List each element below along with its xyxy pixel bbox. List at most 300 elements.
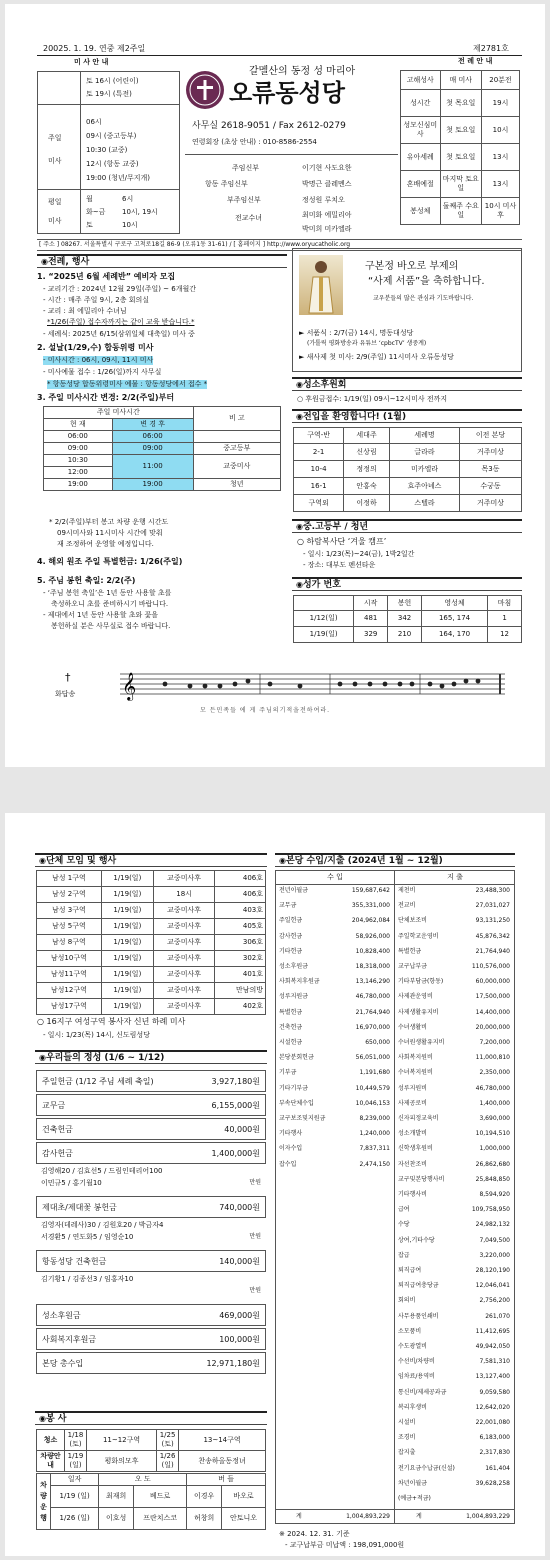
- expense-value: 26,862,680: [475, 1160, 510, 1168]
- sun-mass-5: 19:00 (청년/무지개): [86, 174, 151, 182]
- rite-cell: 봉성체: [401, 198, 441, 225]
- group-cell: 1/19(일): [101, 999, 153, 1015]
- rite-cell: 첫 목요일: [440, 90, 481, 117]
- offering-label: 항동성당 건축헌금: [42, 1257, 107, 1266]
- ordination-ask: 교우분들의 많은 관심과 기도바랍니다.: [373, 295, 474, 302]
- hymn-cell: 329: [354, 627, 388, 643]
- donor-unit: 만원: [249, 1179, 261, 1186]
- rite-cell: 마지막 토요일: [440, 171, 481, 198]
- driving-date: 1/26 (일): [51, 1508, 99, 1530]
- group-cell: 1/19(일): [101, 919, 153, 935]
- income-label: 성루지원금: [279, 993, 308, 1001]
- hymn-cell: 1/19(일): [294, 627, 354, 643]
- expense-value: 28,120,190: [475, 1267, 510, 1274]
- address-bar: [ 주소 ] 08267. 서울특별시 구로구 고척로18길 86-9 (오류1동 31-61) / [ 홈페이지 ] http://www.oryucatholic.org: [37, 239, 522, 251]
- expense-value: 2,350,000: [479, 1069, 510, 1077]
- expense-label: 기타행사비: [398, 1191, 427, 1198]
- income-value: 159,687,642: [351, 887, 390, 894]
- expense-value: 12,046,041: [475, 1282, 510, 1290]
- staff-name: 이기현 사도요한: [302, 164, 352, 172]
- income-value: 2,474,150: [359, 1160, 390, 1168]
- offering-amount: 40,000원: [224, 1125, 260, 1134]
- section-header-youth: [292, 519, 522, 533]
- group-meeting-table: [36, 870, 266, 1015]
- newcomers-cell: 글라라: [389, 444, 459, 461]
- expense-label: 통신비/제세공과금: [398, 1388, 447, 1396]
- offering-row: [36, 1118, 266, 1140]
- section-header-groups: [35, 853, 267, 867]
- ordination-line: ► 새사제 첫 미사: 2/9(주일) 11시미사 오류동성당: [299, 353, 454, 361]
- table-row: [294, 611, 522, 627]
- cleaning-label: 청소: [37, 1430, 65, 1451]
- newcomers-head: 구역-반: [294, 428, 344, 444]
- expense-label: 소모품비: [398, 1327, 422, 1335]
- expense-label: 차년이월금: [398, 1479, 427, 1487]
- rite-cell: 고해성사: [401, 71, 441, 90]
- sun-mass-1: 06시: [86, 118, 102, 126]
- staff-role: 항동 주임신부: [205, 180, 248, 188]
- expense-value: 7,581,310: [479, 1358, 510, 1366]
- income-value: 10,046,153: [355, 1099, 390, 1107]
- offering-row: [36, 1352, 266, 1374]
- newcomers-cell: 목3동: [460, 461, 522, 478]
- finance-unpaid: - 교구납부금 미납액 : 198,091,000원: [285, 1541, 405, 1549]
- service-value: 찬송하올동정녀: [179, 1451, 266, 1472]
- driving-name: 베드로: [133, 1486, 186, 1508]
- table-current-head: 현 재: [44, 419, 113, 431]
- expense-label: 사무용품인쇄비: [398, 1312, 439, 1320]
- item-5-title: 5. 주님 봉헌 축일: 2/2(주): [37, 576, 136, 585]
- expense-label: (예금+적금): [398, 1495, 431, 1502]
- ordination-title: “사제 서품”을 축하합니다.: [368, 276, 485, 287]
- table-cell: 19:00: [112, 479, 193, 491]
- total-label: 계: [416, 1513, 422, 1520]
- newcomers-head: 세대주: [344, 428, 390, 444]
- table-cell: 교중미사: [193, 455, 280, 479]
- newcomers-cell: 이정하: [344, 495, 390, 512]
- expense-value: 110,576,000: [471, 963, 510, 970]
- expense-label: 급여: [398, 1206, 410, 1214]
- group-cell: 1/19(일): [101, 871, 153, 887]
- expense-head: 지 출: [447, 873, 463, 881]
- rite-cell: 유아세례: [401, 144, 441, 171]
- rite-row: [401, 144, 520, 171]
- expense-label: 사제관운영비: [398, 993, 433, 1001]
- income-label: 이자수입: [279, 1145, 303, 1153]
- expense-label: 잡급: [398, 1251, 410, 1259]
- rite-cell: 매 미사: [440, 71, 481, 90]
- ordination-line: ► 서품식 : 2/7(금) 14시, 명동대성당: [299, 329, 414, 337]
- offering-row: [36, 1070, 266, 1092]
- expense-label: 사제생활유지비: [398, 1008, 439, 1016]
- group-cell: 남성10구역: [37, 951, 102, 967]
- driving-table: [36, 1473, 266, 1530]
- council-phone: 연령회장 (초상 안내) : 010-8586-2554: [192, 138, 317, 146]
- table-cell: 10:30: [44, 455, 113, 467]
- offering-label: 건축헌금: [42, 1125, 73, 1134]
- item-5-line: - 제대에서 1년 동안 사용할 초와 꽃을: [43, 611, 158, 619]
- expense-label: 수녀원생활유지비: [398, 1039, 445, 1046]
- expense-label: 잡지출: [398, 1449, 416, 1457]
- donor-names: 김영자(데레사)30 / 김원호20 / 박금자4: [41, 1221, 164, 1229]
- table-footnote: 09시미사와 11시미사 시간에 맞춰: [57, 529, 163, 537]
- newcomers-cell: 정정의: [344, 461, 390, 478]
- total-income: 1,004,893,229: [346, 1513, 390, 1520]
- driving-name: 허창희: [187, 1508, 222, 1530]
- expense-label: 수도광열비: [398, 1343, 427, 1350]
- income-value: 650,000: [365, 1039, 390, 1046]
- psalm-lyric: 모 든민족들 에 게 주님의기적을전하여라.: [200, 707, 331, 714]
- expense-label: 상여,기타수당: [398, 1236, 435, 1244]
- expense-value: 12,642,020: [475, 1403, 510, 1411]
- driving-label: 차량운행: [37, 1474, 51, 1530]
- offering-label: 제대초/제대꽃 봉헌금: [42, 1203, 117, 1212]
- newcomers-cell: 신상림: [344, 444, 390, 461]
- camp-date: - 일시: 1/23(목)~24(금), 1박2일간: [303, 550, 415, 558]
- group-cell: 남성11구역: [37, 967, 102, 983]
- service-value: 13~14구역: [179, 1430, 266, 1451]
- income-label: 기부금: [279, 1069, 297, 1077]
- expense-label: 신학생후원비: [398, 1145, 433, 1153]
- group-cell: 교중미사후: [153, 919, 214, 935]
- hymn-head: 영성체: [421, 596, 487, 611]
- newcomers-cell: 거주미상: [460, 495, 522, 512]
- item-5-line: 봉헌하실 분은 사무실로 접수 바랍니다.: [51, 622, 171, 630]
- staff-role: 전교수녀: [235, 214, 263, 222]
- income-value: 46,780,000: [355, 993, 390, 1001]
- sun-mass-2: 09시 (중고등부): [86, 132, 137, 140]
- expense-value: 10,194,510: [475, 1130, 510, 1138]
- expense-value: 8,594,920: [479, 1191, 510, 1198]
- section-header-newcomers: [292, 409, 522, 423]
- bulletin-page-2: [5, 813, 545, 1556]
- item-4-title: 4. 해외 원조 주일 특별헌금: 1/26(주일): [37, 557, 183, 566]
- table-cell: 19:00: [44, 479, 113, 491]
- rite-cell: 성모신심미사: [401, 117, 441, 144]
- bulletin-page-1: [5, 4, 545, 767]
- income-value: 13,146,290: [355, 978, 390, 986]
- table-row: [37, 903, 266, 919]
- rite-cell: 20분전: [481, 71, 519, 90]
- offering-amount: 12,971,180원: [206, 1359, 260, 1368]
- item-1-line: - 교리 : 최 에밀리아 수녀님: [43, 307, 127, 315]
- expense-label: 신자피정교육비: [398, 1115, 439, 1122]
- income-label: 기타기부금: [279, 1084, 308, 1092]
- expense-label: 임차료/용역비: [398, 1373, 435, 1381]
- weekday-day: 월: [86, 195, 93, 203]
- section-title: ◉ 본당 수입/지출 (2024년 1월 ~ 12월): [275, 855, 515, 867]
- expense-label: 복리후생비: [398, 1403, 427, 1411]
- weekday-day: 토: [86, 221, 93, 229]
- table-note-head: 비 고: [193, 407, 280, 431]
- expense-label: 사회복지원비: [398, 1054, 433, 1062]
- income-value: 7,837,311: [359, 1145, 390, 1153]
- item-5-line: 축성하오니 초를 준비하시기 바랍니다.: [51, 600, 169, 608]
- donor-names: 김영해20 / 김효선5 / 드림인테리어100: [41, 1167, 163, 1175]
- newcomers-head: 세례명: [389, 428, 459, 444]
- sunday-label: 주일: [48, 134, 62, 142]
- table-row: [294, 627, 522, 643]
- divider: [185, 154, 398, 155]
- total-label: 계: [296, 1513, 302, 1520]
- expense-value: 3,690,000: [479, 1115, 510, 1122]
- staff-name: 최미화 에밀리아: [302, 211, 352, 219]
- driving-name: 최재희: [99, 1486, 134, 1508]
- expense-value: 46,780,000: [475, 1084, 510, 1092]
- table-title: 주일 미사시간: [44, 407, 194, 419]
- group-cell: 남성17구역: [37, 999, 102, 1015]
- income-value: 1,191,680: [359, 1069, 390, 1077]
- offering-row: [36, 1328, 266, 1350]
- expense-label: 수선비/차량비: [398, 1358, 435, 1366]
- weekday-time: 10시, 19시: [122, 208, 158, 216]
- group-cell: 교중미사후: [153, 903, 214, 919]
- income-value: 204,962,084: [351, 917, 390, 925]
- group-cell: 남성 1구역: [37, 871, 102, 887]
- table-row: [294, 461, 522, 478]
- rite-row: [401, 171, 520, 198]
- offering-row: [36, 1304, 266, 1326]
- finance-footnote: ※ 2024. 12. 31. 기준: [279, 1530, 350, 1538]
- expense-label: 주일학교운영비: [398, 932, 439, 940]
- table-row: [294, 495, 522, 512]
- table-row: [37, 935, 266, 951]
- finance-table: [275, 870, 515, 1524]
- income-head: 수 입: [327, 873, 343, 881]
- hymn-head: [294, 596, 354, 611]
- hymn-head: 마침: [488, 596, 522, 611]
- income-label: 본당분회헌금: [279, 1054, 314, 1062]
- service-date: 1/19 (일): [65, 1451, 87, 1472]
- donor-row: [36, 1164, 266, 1194]
- donor-unit: 만원: [249, 1287, 261, 1294]
- table-new-head: 변 경 후: [112, 419, 193, 431]
- expense-value: 25,848,850: [475, 1175, 510, 1183]
- expense-value: 1,000,000: [479, 1145, 510, 1153]
- expense-value: 7,049,500: [479, 1236, 510, 1244]
- group-cell: 1/19(일): [101, 967, 153, 983]
- offering-label: 주일헌금 (1/12 주님 세례 축일): [42, 1077, 154, 1086]
- offering-amount: 1,400,000원: [211, 1149, 260, 1158]
- group-cell: 402호: [215, 999, 266, 1015]
- driving-name: 프란치스코: [133, 1508, 186, 1530]
- expense-value: 6,183,000: [479, 1434, 510, 1442]
- offering-list: [36, 1068, 266, 1374]
- driving-name: 바오로: [221, 1486, 265, 1508]
- hymn-cell: 481: [354, 611, 388, 627]
- hymn-cell: 1: [488, 611, 522, 627]
- donor-row: [36, 1218, 266, 1248]
- group-cell: 306호: [215, 935, 266, 951]
- office-phone: 사무실 2618-9051 / Fax 2612-0279: [192, 121, 346, 131]
- newcomers-cell: 수궁동: [460, 478, 522, 495]
- table-cell: 청년: [193, 479, 280, 491]
- income-label: 감사헌금: [279, 932, 303, 940]
- offering-row: [36, 1142, 266, 1164]
- expense-label: 성소개발비: [398, 1130, 427, 1138]
- weekday-time: 6시: [122, 195, 134, 203]
- offering-amount: 740,000원: [219, 1203, 260, 1212]
- item-2-line: - 미사시간 : 06시, 09시, 11시 미사: [43, 356, 154, 364]
- item-2-title: 2. 설날(1/29,수) 합동위령 미사: [37, 343, 154, 352]
- offering-amount: 3,927,180원: [211, 1077, 260, 1086]
- rite-info-title: 전 례 안 내: [458, 57, 493, 65]
- driving-head: 오 도: [99, 1474, 187, 1486]
- offering-label: 본당 총수입: [42, 1359, 84, 1368]
- weekday-label: 평일: [48, 198, 62, 206]
- section-header-offering: [35, 1050, 267, 1064]
- section-title: ◉ 우리들의 정성 (1/6 ~ 1/12): [35, 1052, 267, 1064]
- expense-label: 성루지원비: [398, 1084, 427, 1092]
- offering-row: [36, 1196, 266, 1218]
- expense-value: 22,001,080: [475, 1419, 510, 1426]
- donor-names: 김기황1 / 김종선3 / 임홍자10: [41, 1275, 134, 1283]
- service-date: 1/25 (토): [157, 1430, 179, 1451]
- parish-logo: [186, 71, 224, 109]
- section-header-vocation: [292, 377, 522, 391]
- expense-label: 단체보조비: [398, 917, 427, 925]
- section-title: ◉ 전례, 행사: [37, 256, 287, 268]
- expense-label: 사제공로비: [398, 1099, 427, 1107]
- expense-value: 1,400,000: [479, 1099, 510, 1107]
- expense-value: 60,000,000: [475, 978, 510, 986]
- group-cell: 1/19(일): [101, 903, 153, 919]
- income-label: 주일헌금: [279, 917, 303, 925]
- expense-label: 기타부담금(항동): [398, 978, 444, 986]
- newcomers-cell: 효주아녜스: [389, 478, 459, 495]
- driving-name: 이경우: [187, 1486, 222, 1508]
- expense-label: 전교비: [398, 902, 416, 910]
- expense-value: 17,500,000: [475, 993, 510, 1001]
- staff-name: 정성원 루치오: [302, 196, 345, 204]
- income-label: 기타헌금: [279, 947, 303, 955]
- rite-cell: 첫 토요일: [440, 144, 481, 171]
- header-rule: [37, 55, 522, 56]
- newcomers-head: 이전 본당: [460, 428, 522, 444]
- priest-image: [299, 255, 343, 315]
- income-value: 56,051,000: [355, 1054, 390, 1062]
- mass-info-box: [37, 58, 180, 234]
- expense-label: 수녀복지원비: [398, 1069, 433, 1077]
- expense-label: 전기요금수납금(신설): [398, 1464, 455, 1472]
- hymn-head: 시작: [354, 596, 388, 611]
- expense-value: 7,200,000: [479, 1039, 510, 1046]
- newcomers-cell: 안홍숙: [344, 478, 390, 495]
- cross-icon: †: [65, 671, 71, 684]
- staff-name: 박미희 미카엘라: [302, 225, 352, 233]
- table-row: [37, 967, 266, 983]
- income-value: 355,331,000: [351, 902, 390, 910]
- expense-value: 20,000,000: [475, 1023, 510, 1031]
- table-header-row: [294, 596, 522, 611]
- group-cell: 남성 2구역: [37, 887, 102, 903]
- expense-value: 2,756,200: [479, 1297, 510, 1305]
- service-value: 평화의모후: [87, 1451, 157, 1472]
- newcomers-cell: 10-4: [294, 461, 344, 478]
- expense-value: 11,412,695: [475, 1327, 510, 1335]
- hymn-head: 봉헌: [388, 596, 422, 611]
- section-title: ◉ 중.고등부 / 청년: [292, 521, 522, 533]
- service-value: 11~12구역: [87, 1430, 157, 1451]
- table-row: [37, 999, 266, 1015]
- section-title: ◉ 단체 모임 및 행사: [35, 855, 267, 867]
- newcomers-cell: 거주미상: [460, 444, 522, 461]
- rite-cell: 13시: [481, 144, 519, 171]
- group-cell: 남성 5구역: [37, 919, 102, 935]
- rite-cell: 10시 미사후: [481, 198, 519, 225]
- table-footnote: * 2/2(주일)부터 봉고 차량 운행 시간도: [49, 518, 169, 526]
- driving-name: 안토니오: [221, 1508, 265, 1530]
- group-cell: 18시: [153, 887, 214, 903]
- divider: [80, 72, 81, 233]
- offering-label: 사회복지후원금: [42, 1335, 97, 1344]
- women-event: ○ 16지구 여성구역 봉사자 신년 하례 미사: [37, 1017, 186, 1026]
- group-cell: 1/19(일): [101, 983, 153, 999]
- income-value: 10,449,579: [355, 1084, 390, 1092]
- table-cell: 06:00: [112, 431, 193, 443]
- group-cell: 남성 8구역: [37, 935, 102, 951]
- rite-row: [401, 90, 520, 117]
- expense-label: 특별헌금: [398, 947, 422, 955]
- table-cell: [193, 431, 280, 443]
- expense-value: 45,876,342: [475, 932, 510, 940]
- table-row: [37, 951, 266, 967]
- expense-value: 14,400,000: [475, 1008, 510, 1016]
- income-value: 10,828,400: [355, 947, 390, 955]
- hymn-cell: 210: [388, 627, 422, 643]
- rite-info-table: [400, 70, 520, 225]
- table-cell: 09:00: [44, 443, 113, 455]
- hymn-cell: 342: [388, 611, 422, 627]
- section-title: ◉ 전입을 환영합니다! (1월): [292, 411, 522, 423]
- section-header-hymns: [292, 577, 522, 591]
- group-cell: 406호: [215, 887, 266, 903]
- finance-total-row: [276, 1509, 514, 1523]
- driving-head: 일자: [51, 1474, 99, 1486]
- driving-name: 이호성: [99, 1508, 134, 1530]
- rite-cell: 첫 토요일: [440, 117, 481, 144]
- expense-value: 39,628,258: [475, 1479, 510, 1487]
- income-label: 사회복지후원금: [279, 978, 320, 986]
- donor-row: [36, 1272, 266, 1302]
- table-cell: 06:00: [44, 431, 113, 443]
- item-2-line: - 미사예물 접수 : 1/26(일)까지 사무실: [43, 368, 162, 376]
- driving-head: 버 들: [187, 1474, 266, 1486]
- group-cell: 401호: [215, 967, 266, 983]
- expense-value: 2,317,830: [479, 1449, 510, 1457]
- issue-number: 제2781호: [473, 44, 509, 53]
- rite-row: [401, 117, 520, 144]
- item-5-line: - ‘주님 봉헌 축일’은 1년 동안 사용할 초를: [43, 589, 172, 597]
- hymn-cell: 1/12(일): [294, 611, 354, 627]
- item-1-line: - 세례식: 2025년 6/15(삼위일체 대축일) 미사 중: [43, 330, 195, 338]
- item-1-line: *1/26(주일) 접수자까지는 같이 교육 받습니다.*: [47, 318, 195, 326]
- expense-value: 24,982,132: [475, 1221, 510, 1229]
- ordination-broadcast: (가톨릭 평화방송과 유튜브 ‘cpbcTV’ 생중계): [307, 340, 427, 347]
- psalm-music-staff: [120, 668, 505, 704]
- psalm-label: 화답송: [55, 690, 76, 698]
- income-label: 부속단체수입: [279, 1099, 314, 1107]
- section-header-service: [35, 1411, 267, 1425]
- table-row: [37, 983, 266, 999]
- item-1-line: - 교리기간 : 2024년 12월 29일(주일) ~ 6개월간: [43, 285, 197, 293]
- service-date: 1/18 (토): [65, 1430, 87, 1451]
- expense-label: 제천비: [398, 887, 416, 894]
- camp-line: ○ 하람복사단 ‘겨울 캠프’: [297, 537, 387, 546]
- expense-value: 261,070: [485, 1312, 510, 1320]
- table-cell: 12:00: [44, 467, 113, 479]
- expense-value: 23,488,300: [475, 887, 510, 894]
